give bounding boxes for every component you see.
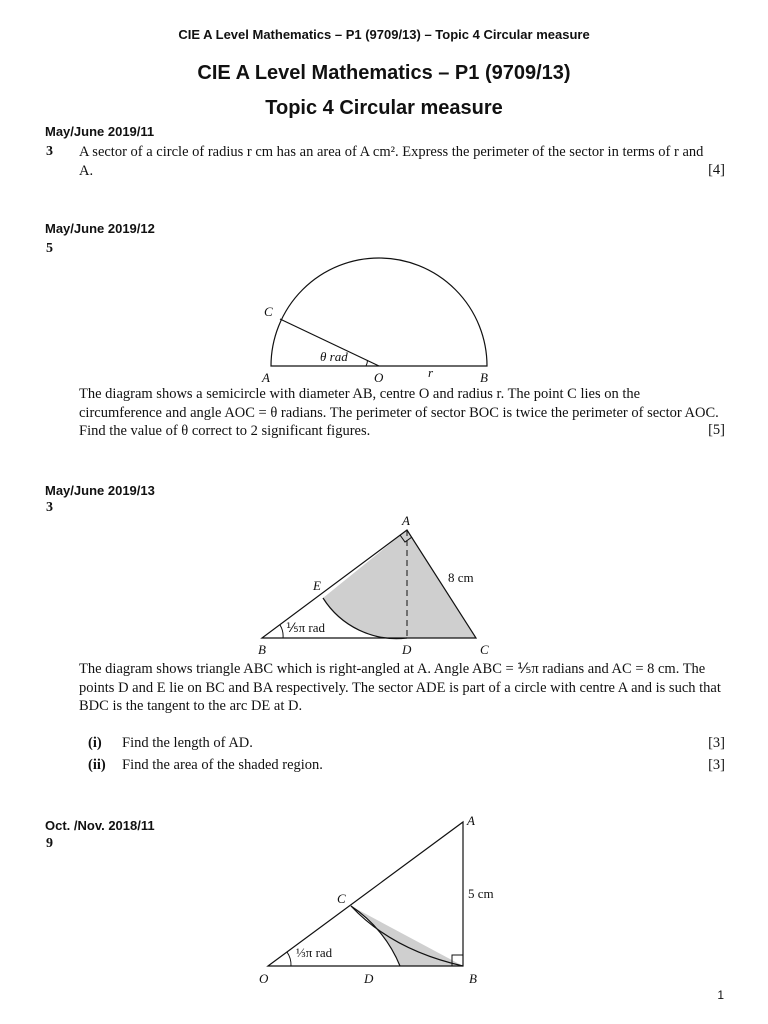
label-8cm: 8 cm [448,570,474,585]
semicircle-diagram [261,258,488,385]
angle-b-arc [280,625,283,638]
semicircle-arc [271,258,487,366]
label-angle-3: ⅕π rad [286,620,326,635]
page-number: 1 [717,988,724,1002]
label-c: C [264,304,273,319]
q2-text: The diagram shows a semicircle with diameter AB, centre O and radius r. The point C lies on the circumference and angle AOC = θ radians. The perimeter of sector BOC is twice the perimeter of sector AOC. Find the value of θ correct to 2 significant figures. [79,386,719,439]
label-b-3: B [258,642,266,657]
q1-session: May/June 2019/11 [45,124,155,139]
label-a: A [262,370,270,385]
label-a-4: A [467,813,475,828]
label-angle-4: ⅓π rad [296,945,333,960]
label-b: B [480,370,488,385]
page-title: CIE A Level Mathematics – P1 (9709/13) [197,62,571,84]
q1-text: A sector of a circle of radius r cm has an area of A cm². Express the perimeter of the sector in terms of r and A. [79,144,704,179]
shaded-region-4 [351,906,463,966]
q2-session: May/June 2019/12 [45,221,155,236]
label-5cm: 5 cm [468,886,494,901]
triangle-sector-diagram [258,513,489,657]
q3-part-i-marks: [3] [708,735,725,751]
label-c-3: C [480,642,489,657]
q3-part-i-label: (i) [88,735,102,751]
sector-triangle-diagram [259,813,494,986]
q3-part-ii [88,757,323,774]
q1-number: 3 [46,144,53,159]
label-c-4: C [337,891,346,906]
q3-part-ii-marks: [3] [708,757,725,773]
label-b-4: B [469,971,477,986]
label-e-3: E [313,578,321,593]
q1-marks: [4] [708,162,725,178]
label-a-3: A [402,513,410,528]
q3-part-ii-text: Find the area of the shaded region. [122,757,323,773]
q3-number: 3 [46,500,53,515]
label-d-4: D [364,971,374,986]
page-subtitle: Topic 4 Circular measure [265,97,503,119]
q3-session: May/June 2019/13 [45,483,155,498]
q2-marks: [5] [708,422,725,438]
label-theta: θ rad [320,349,348,364]
q3-part-i [88,735,253,752]
label-r: r [428,365,434,380]
q3-part-ii-label: (ii) [88,757,106,773]
label-o-4: O [259,971,269,986]
label-o: O [374,370,384,385]
q4-number: 9 [46,836,53,851]
q2-number: 5 [46,241,53,256]
angle-arc [366,360,368,366]
label-d-3: D [402,642,412,657]
q3-text: The diagram shows triangle ABC which is right-angled at A. Angle ABC = ⅕π radians and AC = 8 cm. The points D and E lie on BC and BA respectively. The sector ADE is part of a circle with centre A and is such that BDC is the tangent to the arc DE at D. [79,661,721,714]
q3-part-i-text: Find the length of AD. [122,735,253,751]
angle-o-arc [287,952,291,966]
q4-session: Oct. /Nov. 2018/11 [45,818,155,833]
running-header: CIE A Level Mathematics – P1 (9709/13) – Topic 4 Circular measure [178,27,590,42]
